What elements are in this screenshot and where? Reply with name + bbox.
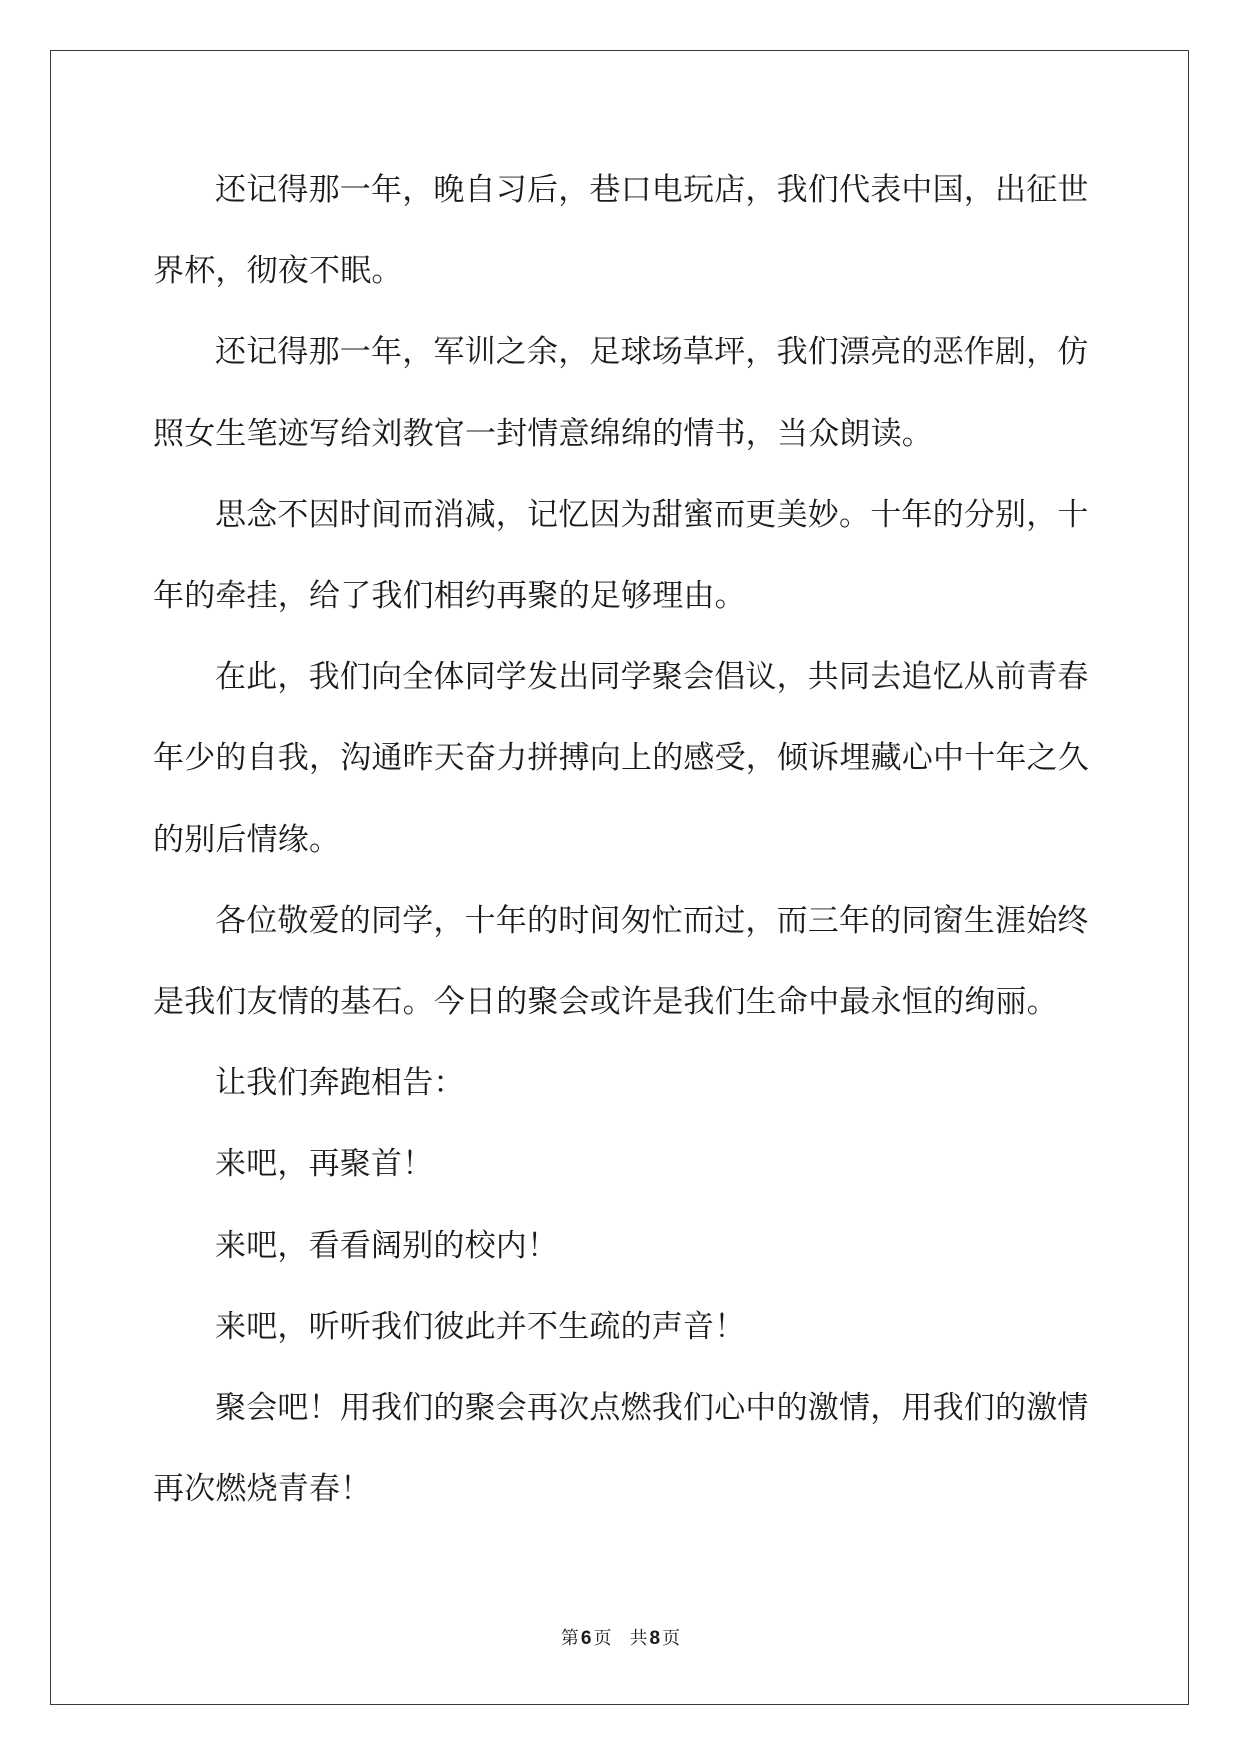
total-prefix: 共: [629, 1628, 648, 1649]
paragraph: 各位敬爱的同学，十年的时间匆忙而过，而三年的同窗生涯始终是我们友情的基石。今日的聚会或许是我们生命中最永恒的绚丽。: [153, 902, 1089, 1021]
paragraph: 还记得那一年，晚自习后，巷口电玩店，我们代表中国，出征世界杯，彻夜不眠。: [153, 172, 1089, 290]
paragraph: 来吧，听听我们彼此并不生疏的声音！: [215, 1308, 746, 1345]
paragraph: 聚会吧！用我们的聚会再次点燃我们心中的激情，用我们的激情再次燃烧青春！: [153, 1390, 1089, 1508]
paragraph: 还记得那一年，军训之余，足球场草坪，我们漂亮的恶作剧，仿照女生笔迹写给刘教官一封情意绵绵的情书，当众朗读。: [153, 334, 1089, 452]
page-prefix: 第: [560, 1628, 579, 1649]
current-page-indicator: [561, 1628, 612, 1649]
paragraph: 在此，我们向全体同学发出同学聚会倡议，共同去追忆从前青春年少的自我，沟通昨天奋力拼搏向上的感受，倾诉埋藏心中十年之久的别后情缘。: [153, 659, 1089, 858]
total-pages-indicator: [630, 1628, 681, 1649]
total-suffix: 页: [662, 1628, 681, 1649]
paragraph: 让我们奔跑相告：: [215, 1065, 465, 1102]
total-pages: 8: [649, 1628, 661, 1649]
document-body: [153, 150, 1103, 1530]
paragraph: 思念不因时间而消减，记忆因为甜蜜而更美妙。十年的分别，十年的牵挂，给了我们相约再聚的足够理由。: [153, 496, 1089, 615]
page-suffix: 页: [593, 1628, 612, 1649]
paragraph: 来吧，再聚首！: [215, 1146, 434, 1183]
paragraph: 来吧，看看阔别的校内！: [215, 1227, 559, 1264]
page-number: 6: [580, 1628, 592, 1649]
page-footer: [0, 1626, 1241, 1652]
